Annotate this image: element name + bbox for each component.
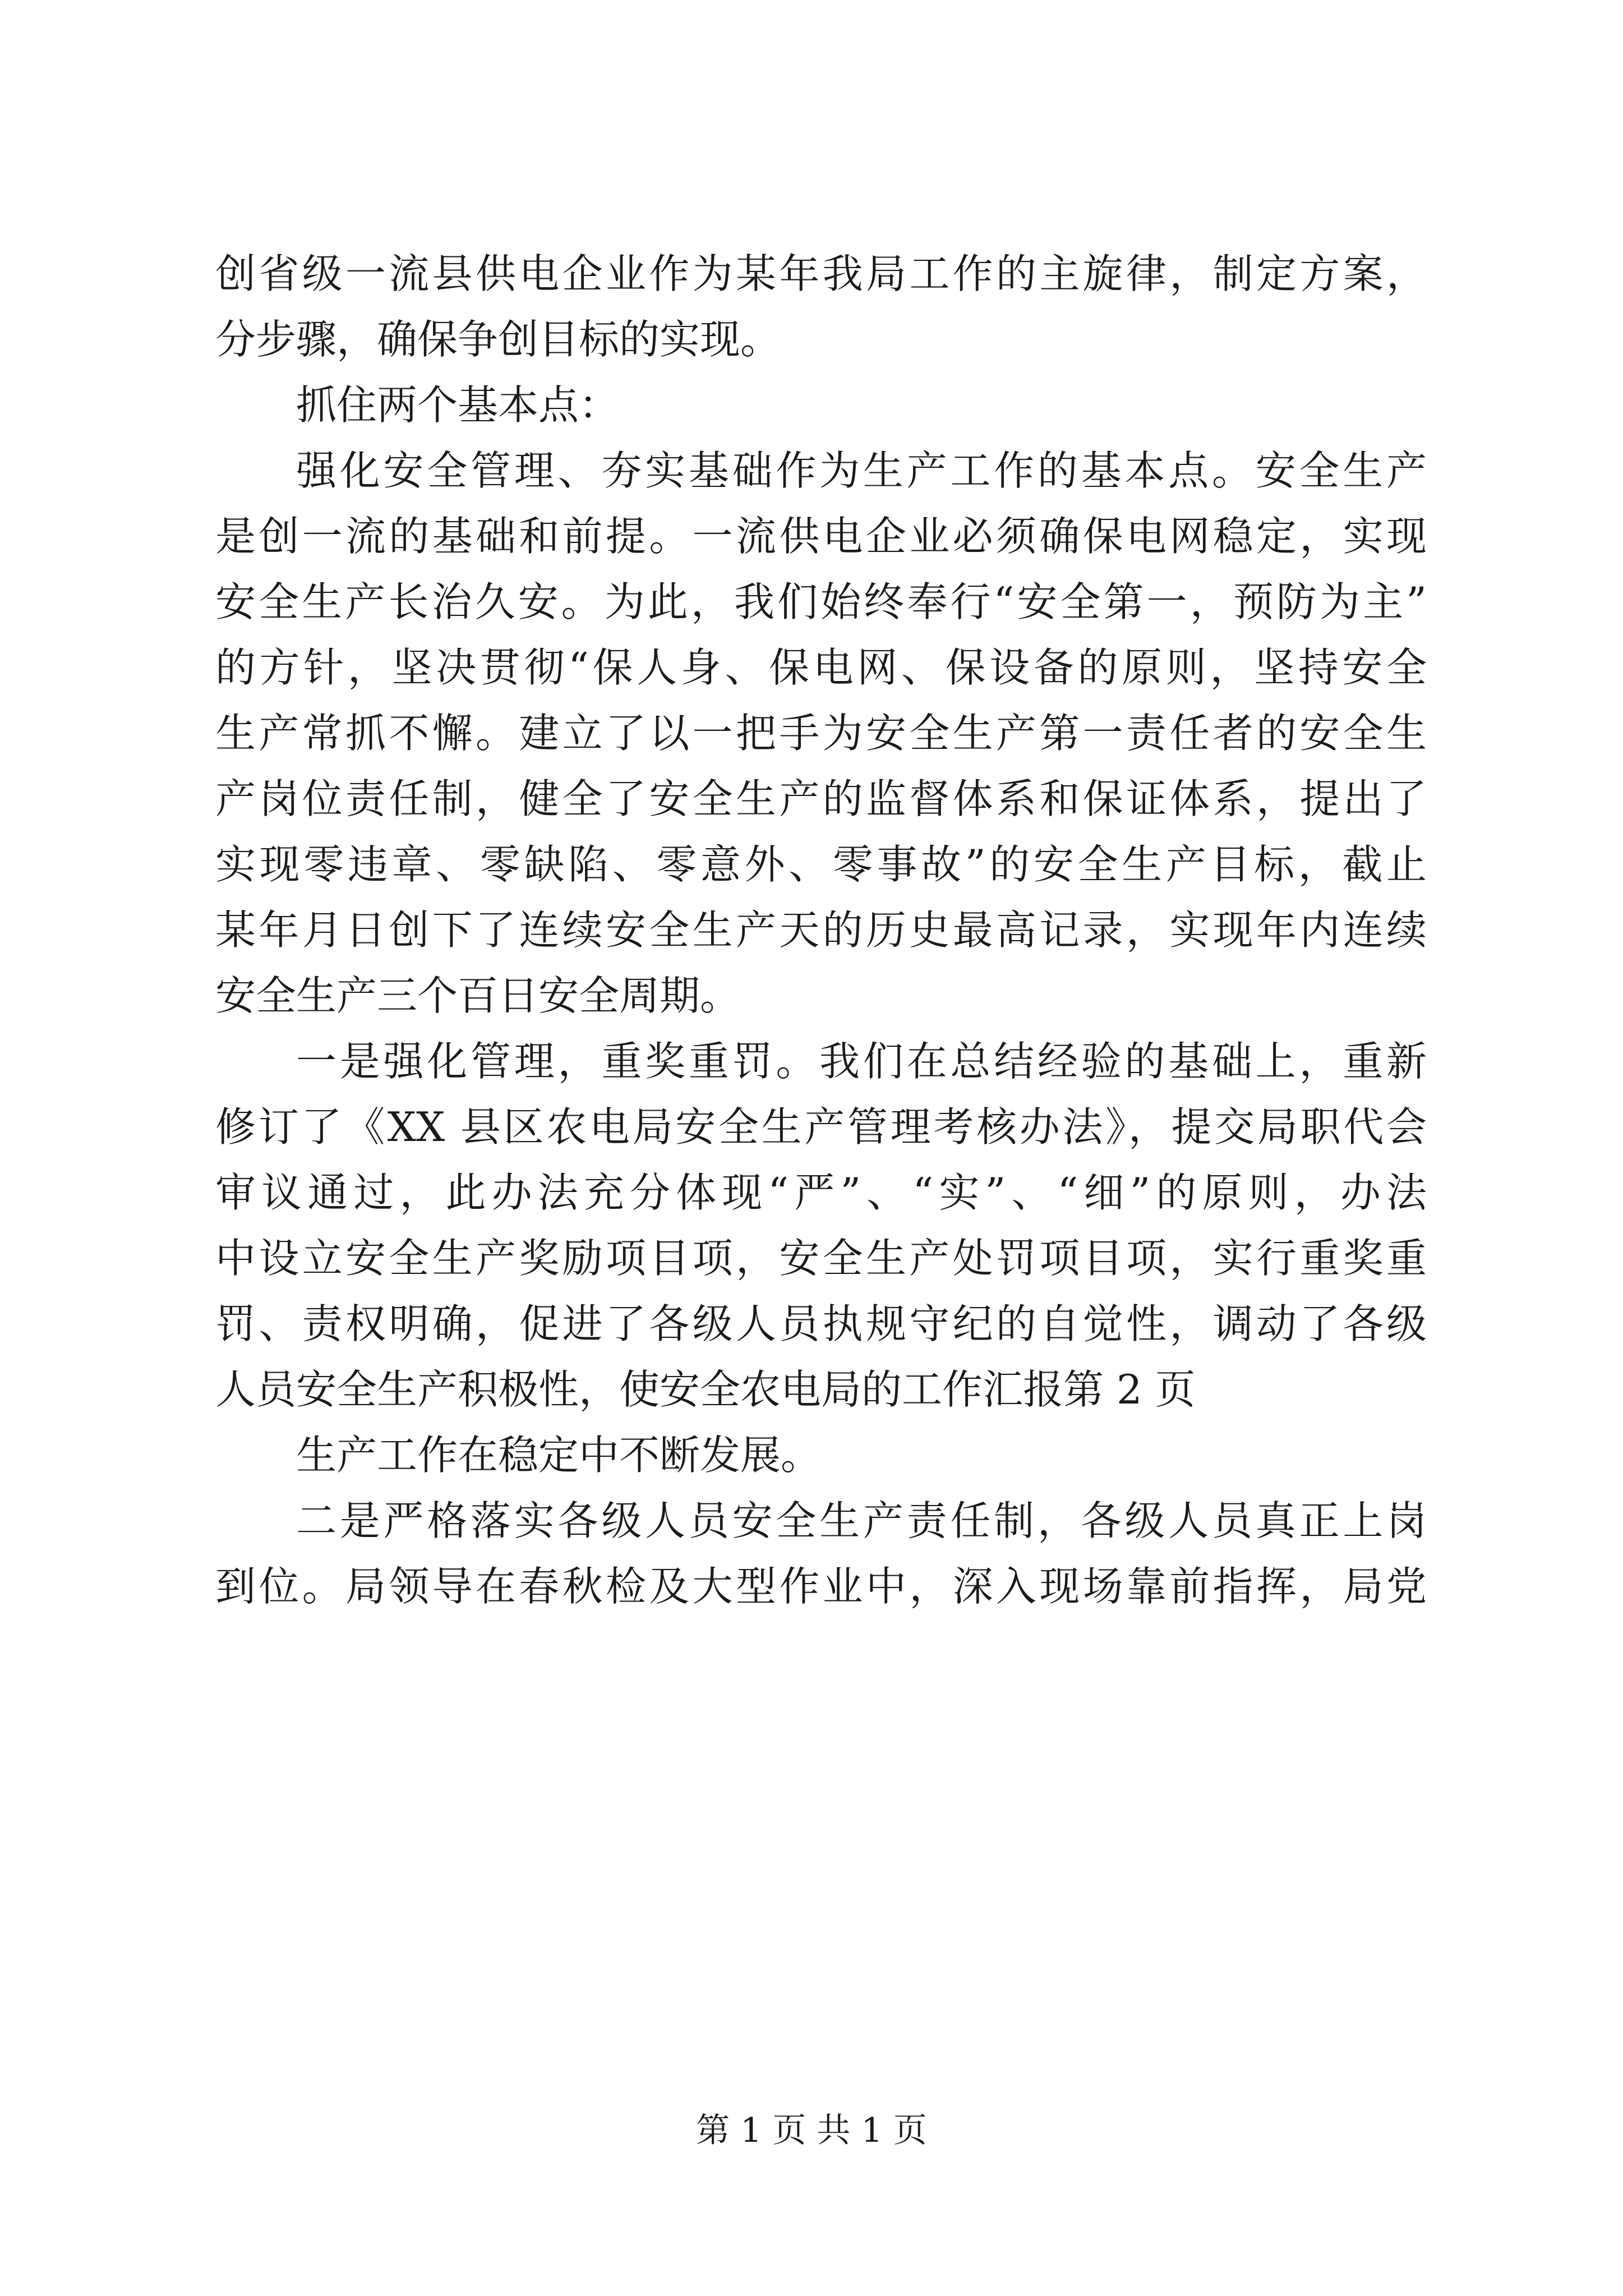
text-line: 审议通过，此办法充分体现“严”、“实”、“细”的原则，办法	[215, 1169, 1427, 1216]
document-body	[215, 241, 1427, 1619]
text-line: 的方针，坚决贯彻“保人身、保电网、保设备的原则，坚持安全	[215, 644, 1427, 691]
text-line: 安全生产长治久安。为此，我们始终奉行“安全第一，预防为主”	[215, 578, 1427, 625]
text-line: 是创一流的基础和前提。一流供电企业必须确保电网稳定，实现	[215, 513, 1427, 560]
text-line: 中设立安全生产奖励项目项，安全生产处罚项目项，实行重奖重	[215, 1235, 1427, 1282]
text-line: 一是强化管理，重奖重罚。我们在总结经验的基础上，重新	[296, 1038, 1427, 1085]
text-line: 生产常抓不懈。建立了以一把手为安全生产第一责任者的安全生	[215, 710, 1427, 757]
text-line: 抓住两个基本点：	[296, 381, 620, 429]
text-line: 分步骤，确保争创目标的实现。	[215, 316, 781, 363]
text-line: 某年月日创下了连续安全生产天的历史最高记录，实现年内连续	[215, 907, 1427, 954]
text-line: 强化安全管理、夯实基础作为生产工作的基本点。安全生产	[296, 447, 1427, 494]
text-line: 创省级一流县供电企业作为某年我局工作的主旋律，制定方案，	[215, 250, 1427, 297]
text-line: 到位。局领导在春秋检及大型作业中，深入现场靠前指挥，局党	[215, 1563, 1427, 1610]
text-line: 二是严格落实各级人员安全生产责任制，各级人员真正上岗	[296, 1497, 1427, 1544]
text-line: 安全生产三个百日安全周期。	[215, 972, 741, 1019]
text-line: 修订了《XX 县区农电局安全生产管理考核办法》，提交局职代会	[215, 1103, 1427, 1151]
text-line: 实现零违章、零缺陷、零意外、零事故”的安全生产目标，截止	[215, 841, 1427, 888]
text-line: 罚、责权明确，促进了各级人员执规守纪的自觉性，调动了各级	[215, 1300, 1427, 1347]
page-footer: 第 1 页 共 1 页	[696, 2111, 927, 2150]
text-line: 产岗位责任制，健全了安全生产的监督体系和保证体系，提出了	[215, 775, 1427, 822]
text-line: 人员安全生产积极性，使安全农电局的工作汇报第 2 页	[215, 1366, 1196, 1413]
text-line: 生产工作在稳定中不断发展。	[296, 1432, 822, 1479]
